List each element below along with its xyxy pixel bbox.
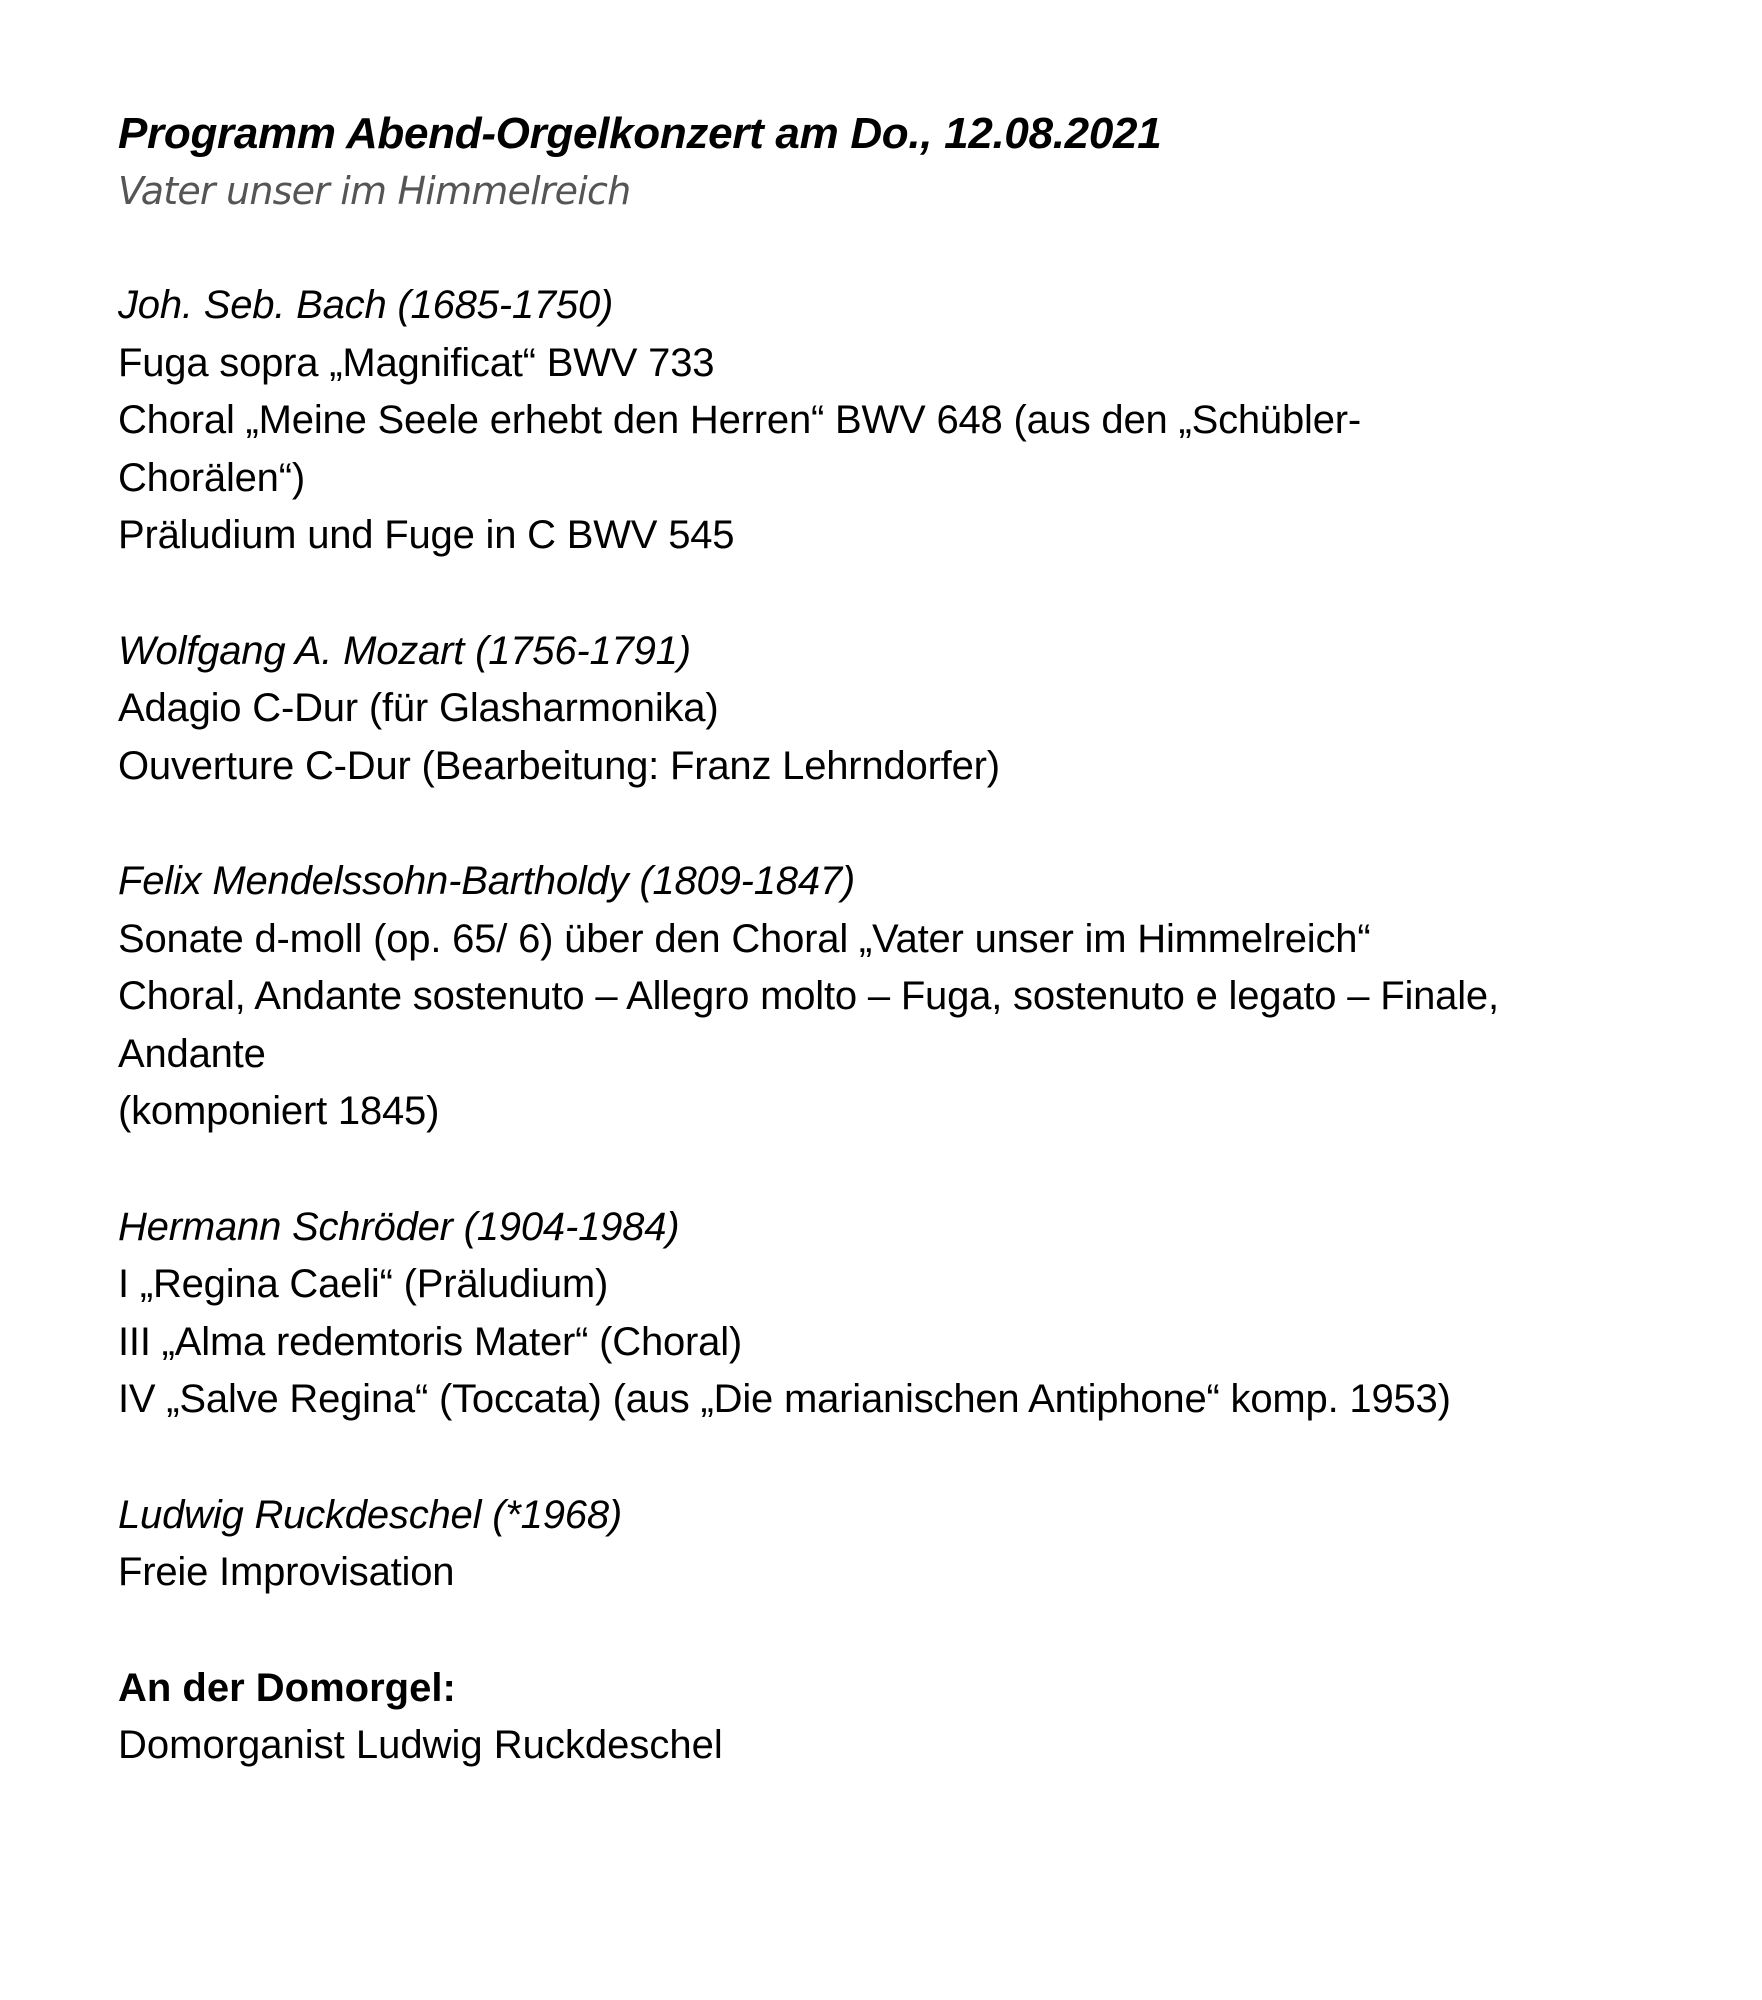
program-subtitle: Vater unser im Himmelreich: [118, 169, 631, 213]
program-title: Programm Abend-Orgelkonzert am Do., 12.08.2021: [118, 109, 1162, 158]
composer-section-schroeder: [118, 1199, 1678, 1429]
work-line: III „Alma redemtoris Mater“ (Choral): [118, 1319, 743, 1364]
performer-label: An der Domorgel:: [118, 1665, 456, 1710]
work-line: Präludium und Fuge in C BWV 545: [118, 513, 735, 557]
work-line: Ouverture C-Dur (Bearbeitung: Franz Lehrndorfer): [118, 743, 1000, 788]
work-line: Fuga sopra „Magnificat“ BWV 733: [118, 340, 715, 385]
composer-section-bach: [118, 277, 1678, 565]
work-line: Choral „Meine Seele erhebt den Herren“ BWV 648 (aus den „Schübler-: [118, 398, 1361, 442]
work-line: Choral, Andante sostenuto – Allegro molto – Fuga, sostenuto e legato – Finale,: [118, 974, 1499, 1018]
composer-section-ruckdeschel: [118, 1487, 1678, 1602]
work-line: Adagio C-Dur (für Glasharmonika): [118, 686, 719, 730]
program-content: [118, 105, 1678, 1833]
composer-name: Felix Mendelssohn-Bartholdy (1809-1847): [118, 859, 856, 903]
composer-name: Wolfgang A. Mozart (1756-1791): [118, 628, 691, 673]
work-line: Freie Improvisation: [118, 1550, 455, 1594]
composer-name: Joh. Seb. Bach (1685-1750): [118, 283, 614, 327]
work-line: Sonate d-moll (op. 65/ 6) über den Choral „Vater unser im Himmelreich“: [118, 916, 1371, 961]
composer-name: Hermann Schröder (1904-1984): [118, 1204, 680, 1249]
composer-name: Ludwig Ruckdeschel (*1968): [118, 1492, 622, 1537]
performer-section: [118, 1660, 1678, 1775]
work-line: Chorälen“): [118, 455, 305, 500]
work-line: Andante: [118, 1031, 266, 1076]
work-line: I „Regina Caeli“ (Präludium): [118, 1262, 609, 1306]
composer-section-mozart: [118, 623, 1678, 796]
work-line: (komponiert 1845): [118, 1089, 440, 1133]
composer-section-mendelssohn: [118, 853, 1678, 1141]
work-line: IV „Salve Regina“ (Toccata) (aus „Die marianischen Antiphone“ komp. 1953): [118, 1377, 1451, 1421]
performer-name: Domorganist Ludwig Ruckdeschel: [118, 1723, 723, 1767]
